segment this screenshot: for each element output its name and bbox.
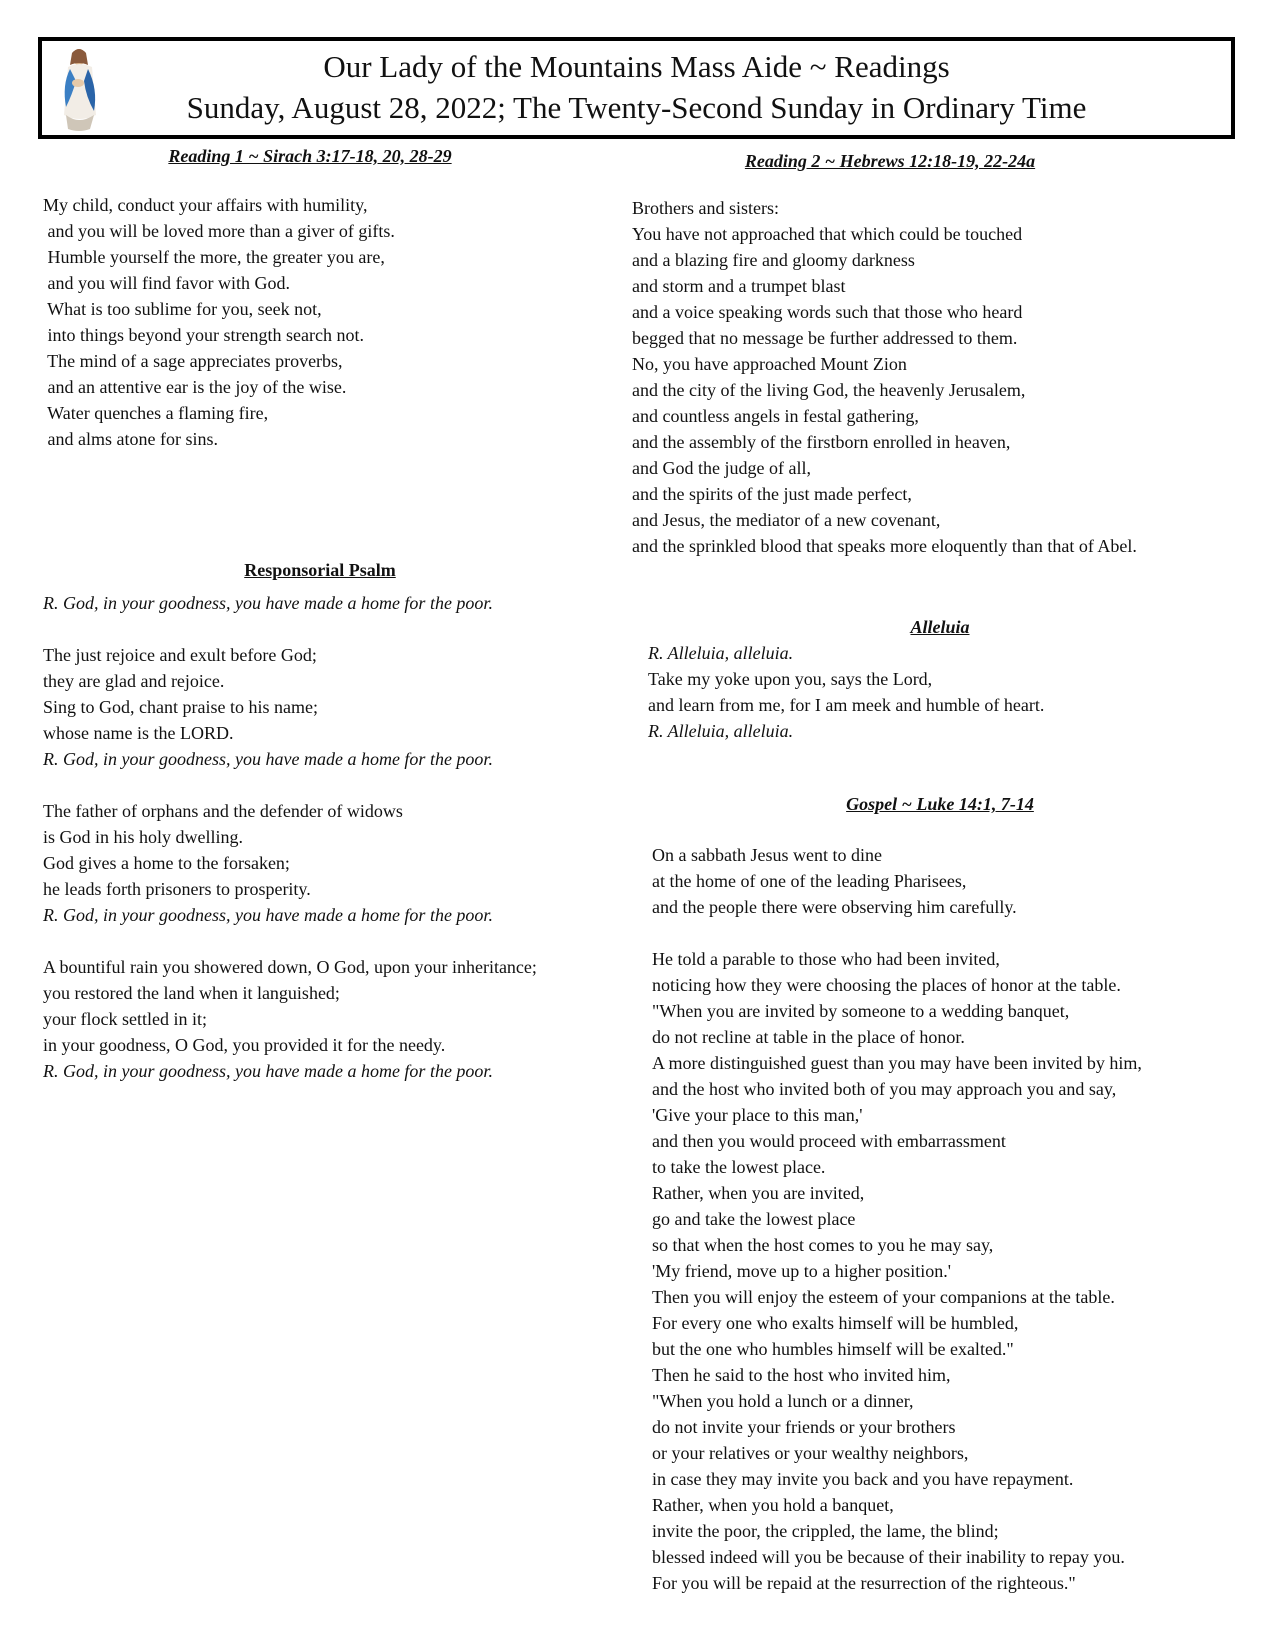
text-line: Sing to God, chant praise to his name;: [43, 697, 318, 717]
psalm-response: R. God, in your goodness, you have made a home for the poor.: [43, 905, 493, 925]
reading2-text: [632, 195, 1252, 559]
text-line: and the assembly of the firstborn enrolled in heaven,: [632, 432, 1011, 452]
text-line: and the city of the living God, the heavenly Jerusalem,: [632, 380, 1026, 400]
text-line: The just rejoice and exult before God;: [43, 645, 317, 665]
text-line: You have not approached that which could be touched: [632, 224, 1023, 244]
text-line: they are glad and rejoice.: [43, 671, 225, 691]
text-line: Water quenches a flaming fire,: [43, 403, 269, 423]
text-line: noticing how they were choosing the places of honor at the table.: [652, 975, 1121, 995]
gospel-heading: Gospel ~ Luke 14:1, 7-14: [846, 794, 1034, 814]
text-line: 'Give your place to this man,': [652, 1105, 863, 1125]
text-line: A more distinguished guest than you may have been invited by him,: [652, 1053, 1142, 1073]
header-box: [38, 37, 1235, 139]
text-line: For every one who exalts himself will be humbled,: [652, 1313, 1019, 1333]
text-line: "When you hold a lunch or a dinner,: [652, 1391, 914, 1411]
text-line: and the sprinkled blood that speaks more eloquently than that of Abel.: [632, 536, 1137, 556]
text-line: "When you are invited by someone to a wedding banquet,: [652, 1001, 1070, 1021]
text-line: and storm and a trumpet blast: [632, 276, 846, 296]
text-line: and a voice speaking words such that those who heard: [632, 302, 1023, 322]
text-line: and God the judge of all,: [632, 458, 811, 478]
text-line: and countless angels in festal gathering,: [632, 406, 919, 426]
text-line: whose name is the LORD.: [43, 723, 234, 743]
text-line: On a sabbath Jesus went to dine: [652, 845, 882, 865]
text-line: and the people there were observing him carefully.: [652, 897, 1017, 917]
alleluia-response: R. Alleluia, alleluia.: [648, 643, 794, 663]
text-line: in case they may invite you back and you have repayment.: [652, 1469, 1074, 1489]
text-line: and learn from me, for I am meek and humble of heart.: [648, 695, 1045, 715]
text-line: or your relatives or your wealthy neighbors,: [652, 1443, 969, 1463]
psalm-response: R. God, in your goodness, you have made a home for the poor.: [43, 1061, 493, 1081]
text-line: For you will be repaid at the resurrection of the righteous.": [652, 1573, 1076, 1593]
text-line: Rather, when you hold a banquet,: [652, 1495, 894, 1515]
reading2-heading: Reading 2 ~ Hebrews 12:18-19, 22-24a: [744, 151, 1036, 171]
text-line: What is too sublime for you, seek not,: [43, 299, 322, 319]
text-line: begged that no message be further addressed to them.: [632, 328, 1018, 348]
text-line: into things beyond your strength search not.: [43, 325, 364, 345]
text-line: and the host who invited both of you may approach you and say,: [652, 1079, 1117, 1099]
text-line: God gives a home to the forsaken;: [43, 853, 290, 873]
psalm-response: R. God, in your goodness, you have made a home for the poor.: [43, 593, 493, 613]
text-line: Humble yourself the more, the greater you are,: [43, 247, 385, 267]
text-line: and then you would proceed with embarrassment: [652, 1131, 1006, 1151]
text-line: A bountiful rain you showered down, O God, upon your inheritance;: [43, 957, 537, 977]
text-line: The mind of a sage appreciates proverbs,: [43, 351, 343, 371]
page-subtitle: Sunday, August 28, 2022; The Twenty-Second Sunday in Ordinary Time: [186, 90, 1087, 125]
text-line: but the one who humbles himself will be exalted.": [652, 1339, 1014, 1359]
text-line: and you will find favor with God.: [43, 273, 290, 293]
text-line: at the home of one of the leading Pharisees,: [652, 871, 967, 891]
psalm-response: R. God, in your goodness, you have made a home for the poor.: [43, 749, 493, 769]
text-line: The father of orphans and the defender of widows: [43, 801, 403, 821]
text-line: and Jesus, the mediator of a new covenant,: [632, 510, 941, 530]
text-line: Take my yoke upon you, says the Lord,: [648, 669, 933, 689]
gospel-text: [652, 842, 1252, 1596]
text-line: so that when the host comes to you he may say,: [652, 1235, 994, 1255]
text-line: My child, conduct your affairs with humility,: [43, 195, 368, 215]
text-line: you restored the land when it languished;: [43, 983, 340, 1003]
page-title: Our Lady of the Mountains Mass Aide ~ Readings: [323, 49, 950, 84]
text-line: and alms atone for sins.: [43, 429, 218, 449]
text-line: Brothers and sisters:: [632, 198, 779, 218]
text-line: do not recline at table in the place of honor.: [652, 1027, 965, 1047]
psalm-text: [43, 590, 623, 1084]
text-line: No, you have approached Mount Zion: [632, 354, 907, 374]
text-line: Then you will enjoy the esteem of your companions at the table.: [652, 1287, 1115, 1307]
text-line: he leads forth prisoners to prosperity.: [43, 879, 311, 899]
text-line: He told a parable to those who had been invited,: [652, 949, 1000, 969]
text-line: your flock settled in it;: [43, 1009, 207, 1029]
reading1-text: [43, 192, 603, 452]
text-line: and the spirits of the just made perfect,: [632, 484, 912, 504]
text-line: to take the lowest place.: [652, 1157, 826, 1177]
text-line: Then he said to the host who invited him,: [652, 1365, 951, 1385]
text-line: do not invite your friends or your brothers: [652, 1417, 956, 1437]
text-line: go and take the lowest place: [652, 1209, 856, 1229]
text-line: and you will be loved more than a giver of gifts.: [43, 221, 395, 241]
text-line: and an attentive ear is the joy of the wise.: [43, 377, 347, 397]
reading1-heading: Reading 1 ~ Sirach 3:17-18, 20, 28-29: [168, 146, 452, 166]
alleluia-text: [648, 640, 1248, 744]
psalm-heading: Responsorial Psalm: [244, 560, 396, 580]
text-line: 'My friend, move up to a higher position.': [652, 1261, 951, 1281]
text-line: Rather, when you are invited,: [652, 1183, 865, 1203]
text-line: and a blazing fire and gloomy darkness: [632, 250, 915, 270]
text-line: in your goodness, O God, you provided it for the needy.: [43, 1035, 446, 1055]
alleluia-response: R. Alleluia, alleluia.: [648, 721, 794, 741]
text-line: is God in his holy dwelling.: [43, 827, 244, 847]
alleluia-heading: Alleluia: [910, 617, 970, 637]
text-line: invite the poor, the crippled, the lame, the blind;: [652, 1521, 999, 1541]
text-line: blessed indeed will you be because of their inability to repay you.: [652, 1547, 1125, 1567]
